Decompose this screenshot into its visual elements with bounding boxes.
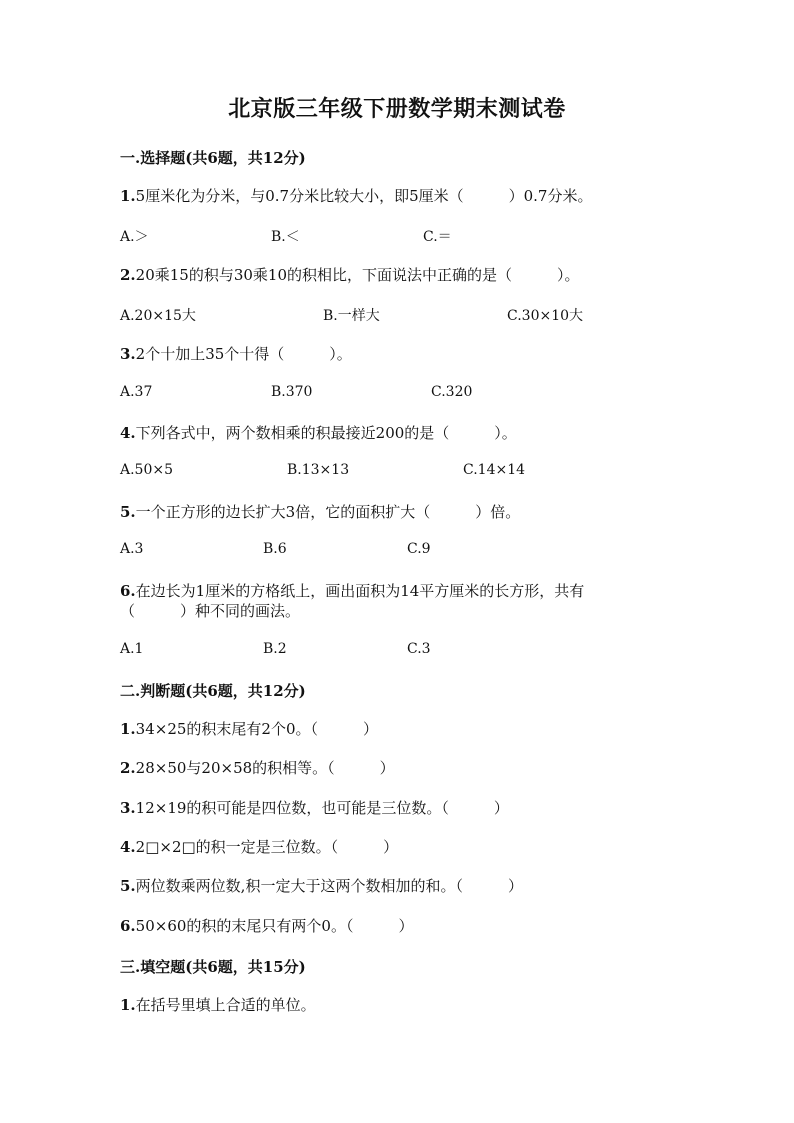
option-a: A.20×15大 — [120, 308, 196, 324]
section-heading-judgement: 二.判断题(共6题，共12分) — [120, 682, 306, 700]
option-c: C.320 — [431, 384, 473, 400]
question-number: 5. — [120, 877, 136, 895]
question-number: 6. — [120, 917, 136, 935]
question-item — [120, 758, 395, 778]
option-a: A.1 — [120, 641, 144, 657]
option-row — [120, 541, 680, 561]
question-text: 12×19的积可能是四位数，也可能是三位数。（ ） — [135, 799, 509, 817]
option-a: A.3 — [120, 541, 144, 557]
question-item — [120, 502, 520, 522]
question-number: 3. — [120, 345, 136, 363]
question-number: 2. — [120, 759, 136, 777]
question-item — [120, 916, 413, 936]
question-text: 2□×2□的积一定是三位数。（ ） — [135, 838, 399, 856]
question-text: 50×60的积的末尾只有两个0。（ ） — [135, 917, 414, 935]
option-row — [120, 384, 680, 404]
question-item — [120, 798, 509, 818]
question-number: 4. — [120, 838, 136, 856]
question-item — [120, 876, 523, 896]
question-number: 5. — [120, 503, 136, 521]
option-c: C.＝ — [423, 229, 452, 245]
question-text: 34×25的积末尾有2个0。（ ） — [135, 720, 379, 738]
option-b: B.一样大 — [323, 308, 380, 324]
option-a: A.50×5 — [120, 462, 174, 478]
option-a: A.37 — [120, 384, 153, 400]
question-item — [120, 265, 580, 285]
option-b: B.＜ — [271, 229, 300, 245]
question-item — [120, 344, 352, 364]
option-row — [120, 305, 680, 325]
question-text: 在边长为1厘米的方格纸上，画出面积为14平方厘米的长方形，共有（ ）种不同的画法。 — [120, 582, 585, 620]
question-number: 1. — [120, 996, 136, 1014]
question-item — [120, 186, 592, 206]
question-text: 一个正方形的边长扩大3倍，它的面积扩大（ ）倍。 — [135, 503, 521, 521]
option-b: B.370 — [271, 384, 313, 400]
question-item — [120, 995, 316, 1015]
option-c: C.30×10大 — [507, 308, 584, 324]
question-text: 在括号里填上合适的单位。 — [135, 996, 316, 1014]
option-b: B.2 — [263, 641, 287, 657]
question-item — [120, 719, 378, 739]
option-row — [120, 226, 680, 246]
option-row — [120, 641, 680, 661]
question-text: 下列各式中，两个数相乘的积最接近200的是（ ）。 — [135, 424, 517, 442]
section-heading-choice: 一.选择题(共6题，共12分) — [120, 149, 306, 167]
option-c: C.14×14 — [463, 462, 526, 478]
question-number: 2. — [120, 266, 136, 284]
question-text: 28×50与20×58的积相等。（ ） — [135, 759, 395, 777]
question-item — [120, 423, 517, 443]
question-text: 两位数乘两位数,积一定大于这两个数相加的和。（ ） — [135, 877, 523, 895]
question-number: 1. — [120, 187, 136, 205]
option-row — [120, 462, 680, 482]
question-item — [120, 837, 398, 857]
question-item — [120, 581, 640, 621]
question-text: 2个十加上35个十得（ ）。 — [135, 345, 352, 363]
option-c: C.3 — [407, 641, 431, 657]
question-number: 4. — [120, 424, 136, 442]
section-heading-fill-blank: 三.填空题(共6题，共15分) — [120, 958, 306, 976]
option-a: A.＞ — [120, 229, 149, 245]
question-number: 3. — [120, 799, 136, 817]
question-text: 20乘15的积与30乘10的积相比，下面说法中正确的是（ ）。 — [135, 266, 580, 284]
question-text: 5厘米化为分米，与0.7分米比较大小，即5厘米（ ）0.7分米。 — [135, 187, 593, 205]
question-number: 1. — [120, 720, 136, 738]
question-number: 6. — [120, 582, 136, 600]
option-b: B.13×13 — [287, 462, 350, 478]
page-title: 北京版三年级下册数学期末测试卷 — [228, 96, 566, 122]
option-b: B.6 — [263, 541, 287, 557]
option-c: C.9 — [407, 541, 431, 557]
